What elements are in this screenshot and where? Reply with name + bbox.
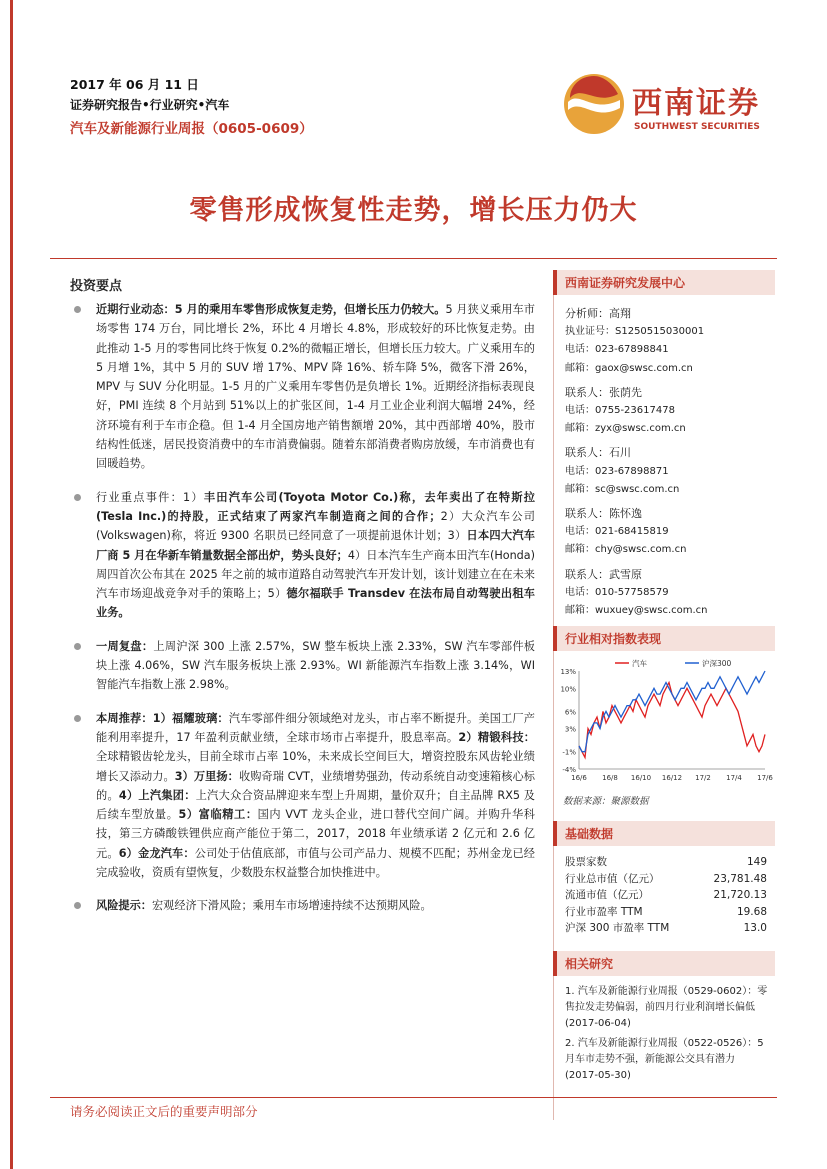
analyst-name-value: 高翔: [609, 307, 631, 320]
report-type: 证券研究报告•行业研究•汽车: [70, 98, 230, 112]
analyst-name-value: 张荫先: [609, 385, 642, 399]
bullet-lead: 本周推荐：: [96, 711, 153, 725]
analyst-role: 联系人：: [565, 507, 609, 521]
logo-emblem-icon: [562, 72, 626, 136]
basic-data-row: [565, 871, 767, 888]
analyst-detail: 邮箱：zyx@swsc.com.cn: [565, 423, 686, 435]
chart-heading: 行业相对指数表现: [553, 626, 775, 651]
analyst-contact: [565, 505, 775, 560]
y-tick-label: 6%: [564, 708, 576, 717]
section-heading: 投资要点: [70, 279, 123, 294]
analyst-name-value: 石川: [609, 446, 631, 460]
key-points: [70, 300, 535, 930]
analyst-role: 联系人：: [565, 446, 609, 460]
analyst-detail: 电话：023-67898841: [565, 344, 669, 356]
analyst-name: [565, 444, 775, 462]
x-tick-label: 16/12: [661, 774, 683, 783]
bullet-lead: 风险提示：: [96, 899, 152, 913]
bullet-bold: 3）万里扬：: [174, 769, 239, 783]
analyst-name: [565, 384, 775, 402]
brand-name-cn: 西南证券: [632, 86, 760, 121]
bullet-text: 全球精锻齿轮龙头，目前全球市占率 10%，未来成长空间巨大，增资控股东风齿轮业绩增长又添动力。: [96, 750, 535, 783]
y-tick-label: 13%: [560, 668, 576, 677]
bullet-text: 4）日本汽车生产商本田汽车(Honda)周四首次公布其在 2025 年之前的城市道路自动驾驶汽车开发计划，该计划建立在在未来汽车市场迎战竞争对手的策略上；5）: [96, 548, 536, 601]
analyst-detail: 邮箱：chy@swsc.com.cn: [565, 544, 687, 556]
bullet-dot-icon: [74, 643, 81, 650]
related-research-heading: 相关研究: [553, 951, 775, 976]
analyst-detail: 邮箱：sc@swsc.com.cn: [565, 483, 680, 495]
basic-data-row: [565, 854, 767, 871]
bullet-text: 行业重点事件：1）: [96, 490, 204, 504]
related-research-item[interactable]: 1. 汽车及新能源行业周报（0529-0602）：零售拉发走势偏弱，前四月行业利润增长偏低 (2017-06-04): [565, 985, 768, 1029]
x-tick-label: 16/6: [571, 774, 587, 783]
brand-logo: [562, 70, 782, 140]
y-tick-label: 10%: [560, 685, 576, 694]
bullet-text: 宏观经济下滑风险；乘用车市场增速持续不达预期风险。: [151, 899, 432, 913]
bullet-lead: 近期行业动态：5 月的乘用车零售形成恢复走势，但增长压力仍较大。: [96, 303, 446, 316]
report-series: 汽车及新能源行业周报（0605-0609）: [70, 121, 313, 137]
bullet-dot-icon: [74, 715, 81, 722]
footer-divider: [50, 1097, 777, 1098]
bullet-text: 2）大众汽车公司(Volkswagen)称，将近 9300 名职员已经同意了一项提前退休计划；3）: [96, 509, 535, 543]
sidebar: [553, 270, 775, 1088]
left-accent-rule: [10, 0, 13, 1169]
bullet-dot-icon: [74, 306, 81, 313]
y-tick-label: -1%: [562, 748, 576, 757]
basic-data-row: [565, 904, 767, 921]
bullet-bold: 4）上汽集团：: [118, 788, 196, 802]
analyst-role: 联系人：: [565, 385, 609, 399]
bullet-dot-icon: [74, 902, 81, 909]
basic-data-value: 13.0: [743, 922, 767, 935]
analyst-contact: [565, 566, 775, 621]
x-tick-label: 16/10: [630, 774, 652, 783]
basic-data-label: 行业总市值（亿元）: [565, 872, 660, 885]
bullet-text: 上周沪深 300 上涨 2.57%，SW 整车板块上涨 2.33%，SW 汽车零部件板块上涨 4.06%，SW 汽车服务板块上涨 2.93%。WI 新能源汽车指数上涨 3.14%，WI 智能汽车指数上涨 2.98%。: [96, 639, 535, 692]
x-tick-label: 16/8: [602, 774, 618, 783]
research-center-heading: 西南证券研究发展中心: [553, 270, 775, 295]
series-line-hs300: [579, 671, 765, 752]
bullet-dot-icon: [74, 494, 81, 501]
basic-data-label: 行业市盈率 TTM: [565, 905, 643, 918]
footer-disclaimer: 请务必阅读正文后的重要声明部分: [70, 1104, 258, 1119]
analyst-role: 联系人：: [565, 567, 609, 581]
y-tick-label: 3%: [564, 725, 576, 734]
brand-name-en: SOUTHWEST SECURITIES: [634, 122, 760, 132]
report-date: 2017 年 06 月 11 日: [70, 77, 199, 92]
bullet-text: 汽车零部件细分领域绝对龙头，市占率不断提升。美国工厂产能利用率提升，17 年盈利贡献业绩，全球市场市占率提升，股息率高。: [96, 711, 535, 744]
index-line-chart: [553, 657, 775, 787]
bullet-text: 上汽大众合资品牌迎来车型上升周期，量价双升；自主品牌 RX5 及后续车型放量。: [96, 788, 535, 822]
analyst-name: [565, 505, 775, 523]
bullet-text: 收购奇瑞 CVT，业绩增势强劲，传动系统自动变速箱核心标的。: [96, 769, 535, 802]
related-research-list: [553, 976, 775, 1084]
basic-data-value: 19.68: [736, 905, 767, 918]
bullet-text: 5 月狭义乘用车市场零售 174 万台，同比增长 2%，环比 4 月增长 4.8%，形成较好的环比恢复走势。由此推动 1-5 月的零售同比终于恢复 0.2%的微幅正增长，但增长压力较大。广义乘用车的 5 月增 1%，其中 5 月的 SUV 增 17%、MPV 降 16%、轿车降 5%，微客下滑 26%，MPV 与 SUV 分化明显。1-5 月的广义乘用车零售仍是负增长 1%。近期经济指标表现良好，PMI 连续 8 个月站到 51%以上的扩张区间，1-4 月工业企业利润大幅增 24%，经济环境有利于车市企稳。但 1-4 月全国房地产销售额增 20%，其中西部增 40%，股市结构性低迷，居民投资消费中的车市消费偏弱。随着东部消费者购房放缓，车市消费也有回暖趋势。: [96, 303, 535, 471]
basic-data-label: 沪深 300 市盈率 TTM: [565, 922, 670, 935]
bullet-bold: 丰田汽车公司(Toyota Motor Co.)称，去年卖出了在特斯拉(Tesla Inc.)的持股，正式结束了两家汽车制造商之间的合作；: [96, 490, 535, 523]
analyst-contact: [565, 384, 775, 439]
analyst-detail: 电话：0755-23617478: [565, 405, 675, 417]
legend-label: 汽车: [632, 659, 647, 669]
x-tick-label: 17/6: [757, 774, 773, 783]
analyst-name-value: 陈怀逸: [609, 507, 642, 521]
bullet-bold: 2）精锻科技：: [458, 730, 535, 744]
page-title: 零售形成恢复性走势，增长压力仍大: [189, 195, 638, 226]
analyst-detail: 电话：023-67898871: [565, 465, 669, 477]
bullet-bold: 6）金龙汽车：: [118, 846, 195, 860]
analyst-name: [565, 305, 775, 323]
bullet-weekly-review: [70, 637, 535, 695]
basic-data-heading: 基础数据: [553, 821, 775, 846]
basic-data-value: 21,720.13: [713, 889, 767, 902]
chart-source: 数据来源：聚源数据: [563, 796, 649, 808]
bullet-bold: 日本四大汽车厂商 5 月在华新车销量数据全部出炉，势头良好；: [96, 529, 535, 562]
basic-data-value: 149: [746, 856, 767, 869]
analyst-detail: 邮箱：wuxuey@swsc.com.cn: [565, 605, 708, 617]
basic-data-row: [565, 887, 767, 904]
bullet-bold: 5）富临精工：: [178, 808, 258, 822]
bullet-industry-dynamics: [70, 300, 535, 474]
bullet-recommendations: [70, 709, 535, 883]
bullet-text: 国内 VVT 龙头企业，进口替代空间广阔。并购升华科技，第三方磷酸铁锂供应商产能位于第二，2017，2018 年业绩承诺 2 亿元和 2.6 亿元。: [96, 808, 535, 860]
bullet-key-events: [70, 488, 535, 623]
analyst-detail: 电话：010-57758579: [565, 586, 669, 598]
bullet-bold: 1）福耀玻璃：: [152, 711, 229, 725]
analyst-name-value: 武雪原: [609, 567, 642, 581]
analyst-contact: [565, 305, 775, 378]
analyst-detail: 执业证号：S1250515030001: [565, 326, 705, 338]
analyst-name: [565, 566, 775, 584]
index-chart: [553, 657, 775, 791]
analyst-detail: 电话：021-68415819: [565, 526, 669, 538]
basic-data-label: 股票家数: [565, 856, 607, 869]
bullet-text: 公司处于估值底部，市值与公司产品力、规模不匹配；苏州金龙已经完成验收，资质有望恢复，少数股东权益整合加快推进中。: [96, 846, 535, 880]
x-tick-label: 17/4: [726, 774, 742, 783]
basic-data-label: 流通市值（亿元）: [565, 889, 649, 902]
title-divider: [50, 258, 777, 259]
analyst-detail: 邮箱：gaox@swsc.com.cn: [565, 362, 693, 374]
legend-label: 沪深300: [702, 659, 732, 669]
basic-data-value: 23,781.48: [713, 872, 767, 885]
related-research-item[interactable]: 2. 汽车及新能源行业周报（0522-0526）：5 月车市走势不强，新能源公交具有潜力 (2017-05-30): [565, 1037, 764, 1081]
bullet-risk: [70, 896, 535, 915]
bullet-lead: 一周复盘：: [96, 639, 154, 653]
y-tick-label: -4%: [562, 766, 576, 775]
analyst-role: 分析师：: [565, 307, 609, 320]
analyst-list: [553, 295, 775, 620]
bullet-bold: 德尔福联手 Transdev 在法布局自动驾驶出租车业务。: [96, 587, 535, 620]
basic-data-row: [565, 920, 767, 937]
basic-data-table: [553, 846, 775, 937]
x-tick-label: 17/2: [695, 774, 711, 783]
analyst-contact: [565, 444, 775, 499]
